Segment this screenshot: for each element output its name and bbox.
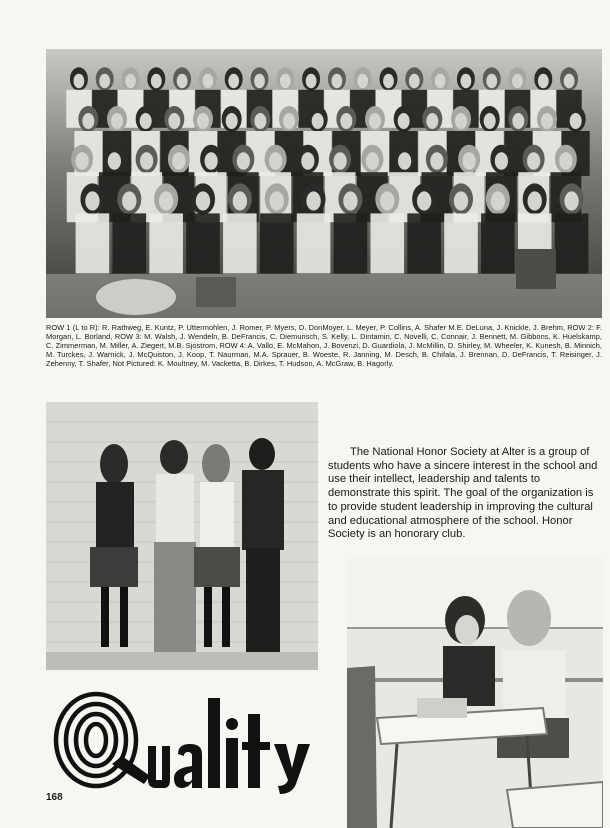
trio-photo: [46, 402, 318, 670]
study-photo: [347, 558, 603, 828]
body-paragraph-text: The National Honor Society at Alter is a group of students who have a sincere interest in the school and use their intellect, leadership and talents to demonstrate this spirit. The goal of the organization is to provide student leadership in improving the cultural and educational atmosphere of the school. Honor Society is an honorary club.: [328, 446, 598, 541]
page-number: 168: [46, 792, 63, 803]
photo-caption: ROW 1 (L to R): R. Rathweg, E. Kuntz, P. Uttermohlen, J. Romer, P. Myers, D. DonMoyer, L. Meyer, P. Collins, A. Shafer M.E. DeLuna, J. Knickle, J. Brehm, ROW 2: F. Morgan, L. Borland, ROW 3: M. Walsh, J. Wendeln, B. DeFrancis, C. Diemunsch, S. Kelly, L. Dintamin, C. Novelli, C. Connair, J. Bennett, M. Gibbons, K. Huelskamp, C. Zimmerman, M. Miller, A. Ziegert, M.B. Sjostrom, ROW 4: A. Vallo, E. McMahon, J. Bovenzi, D. Guardiola, J. McMillin, D. Shirley, M. Wheeler, K. Kunesh, B. Minnich, M. Turckes, J. Warnick, J. McQuiston, J. Koop, T. Naurman, M.A. Sprauer, B. Woeste, R. Janning, M. Desch, B. Chifala, J. Brennan, D. DeFrancis, T. Reisinger, J. Zehenny, T. Shafer, Not Pictured: K. Moultney, M. Vacketta, B. Dirkes, T. Hudson, A. McGraw, B. Hagorly.: [46, 323, 602, 369]
body-paragraph: [328, 446, 602, 542]
group-photo: [46, 49, 602, 318]
quality-title-graphic: [52, 684, 312, 796]
